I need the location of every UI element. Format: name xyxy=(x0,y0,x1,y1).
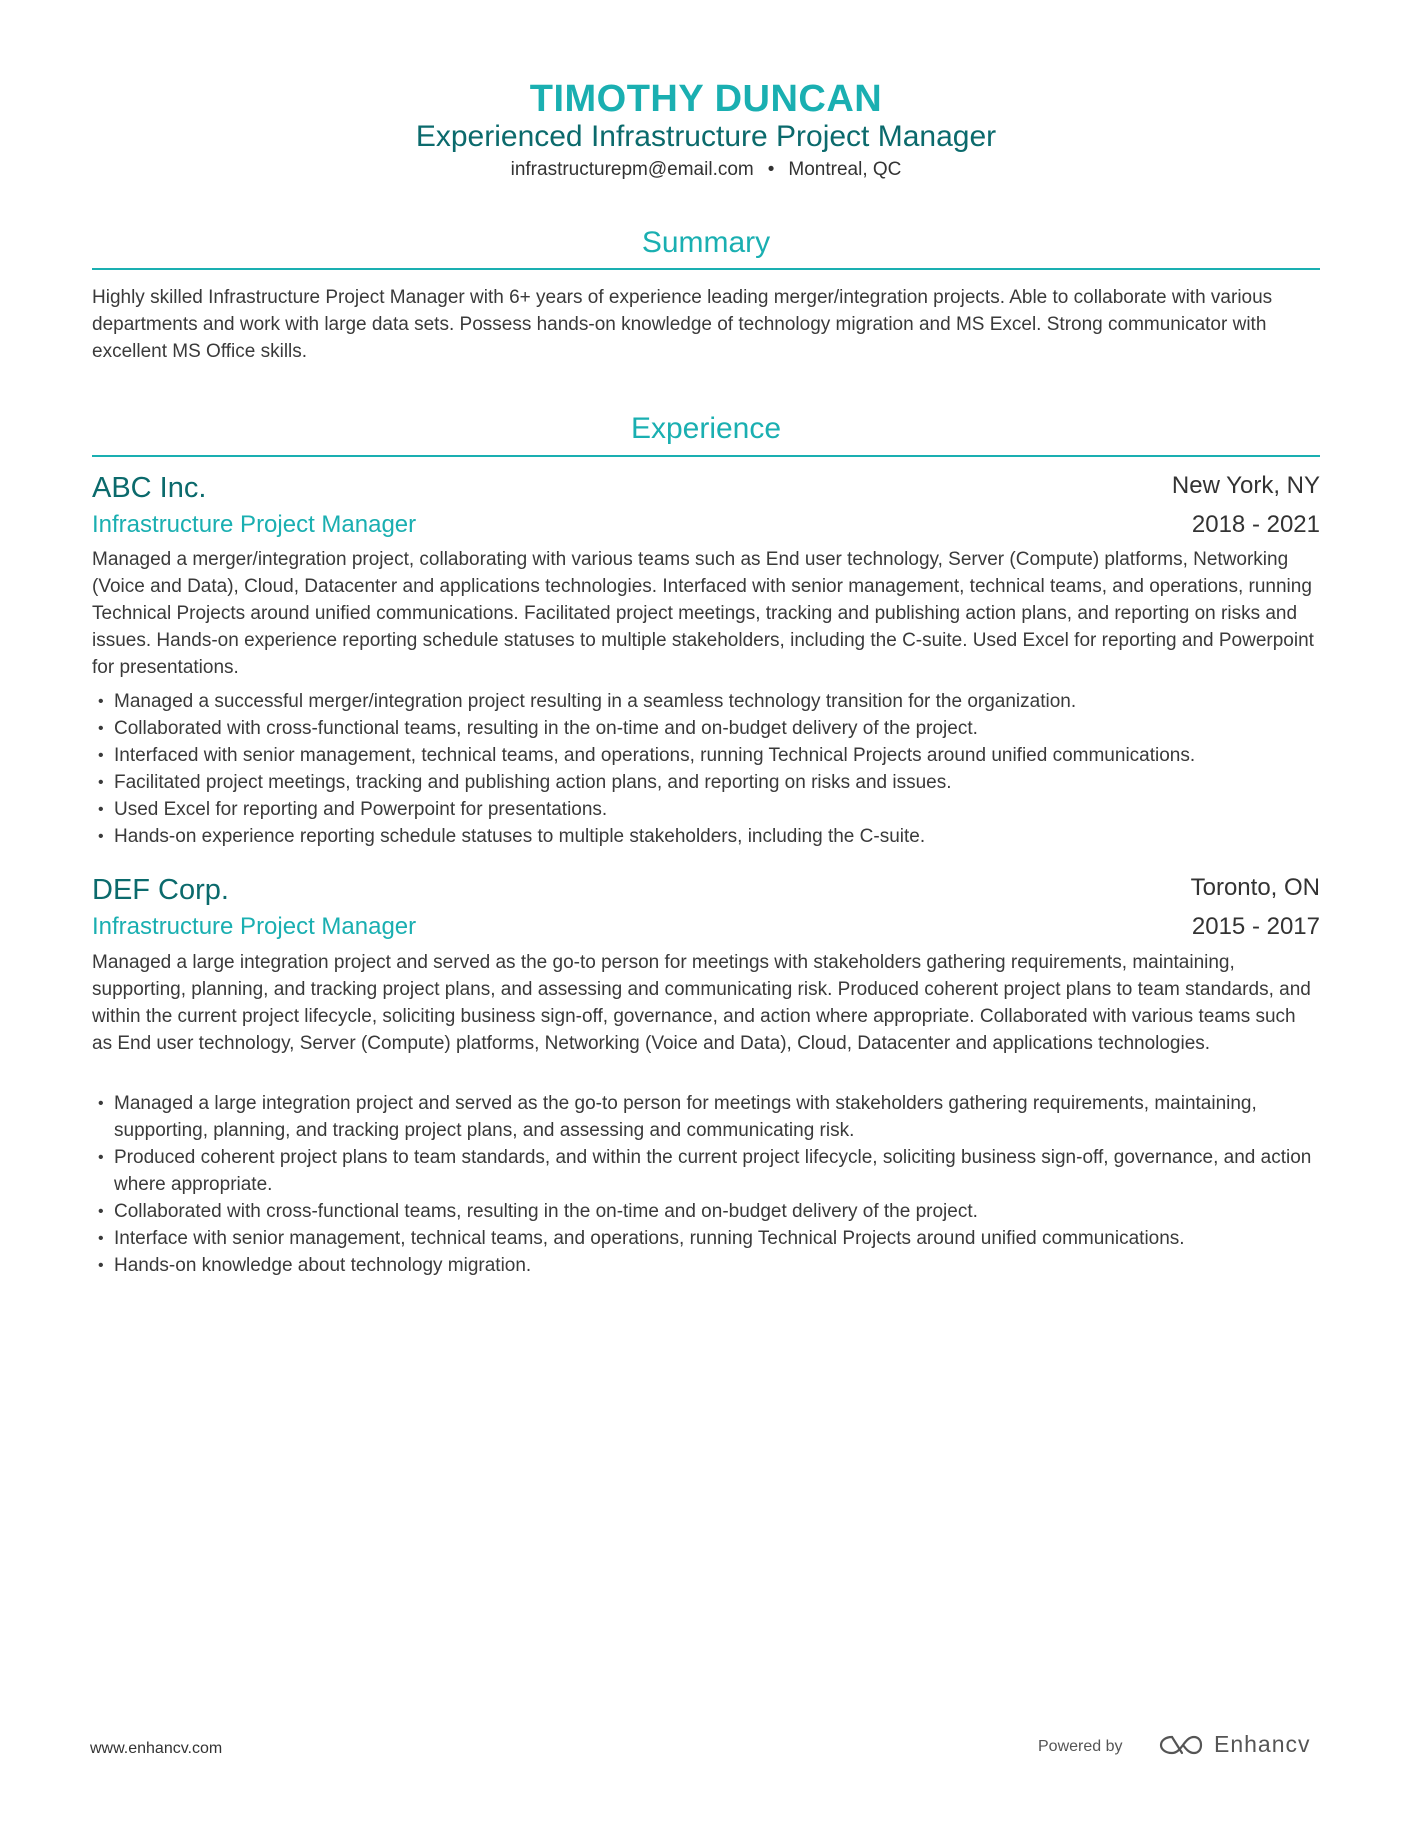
bullet-icon: • xyxy=(98,801,104,818)
powered-by-label: Powered by xyxy=(1038,1738,1123,1755)
enhancv-logo-icon xyxy=(1158,1732,1204,1758)
contact-line xyxy=(92,159,1320,181)
list-item: • Hands-on knowledge about technology migration. xyxy=(92,1252,1320,1279)
location-text: Montreal, QC xyxy=(788,159,902,180)
list-item: • Facilitated project meetings, tracking and publishing action plans, and reporting on risks and issues. xyxy=(92,769,1320,796)
bullet-separator: • xyxy=(767,159,775,180)
bullet-icon: • xyxy=(98,693,104,710)
bullet-icon: • xyxy=(98,774,104,791)
brand-logo[interactable] xyxy=(1158,1731,1311,1758)
footer-url-link[interactable]: www.enhancv.com xyxy=(90,1740,223,1757)
list-item: • Managed a large integration project and served as the go-to person for meetings with stakeholders gathering requirements, maintaining, supporting, planning, and tracking project plans, and assessing and communicating risk. xyxy=(92,1090,1320,1144)
job-location: Toronto, ON xyxy=(1190,874,1320,901)
job-bullet-list xyxy=(92,1090,1320,1279)
list-item: • Produced coherent project plans to team standards, and within the current project lifecycle, soliciting business sign-off, governance, and action where appropriate. xyxy=(92,1144,1320,1198)
job-location: New York, NY xyxy=(1171,472,1320,499)
job-dates: 2015 - 2017 xyxy=(1191,913,1320,940)
candidate-headline: Experienced Infrastructure Project Manager xyxy=(415,120,997,153)
list-item: • Managed a successful merger/integration project resulting in a seamless technology transition for the organization. xyxy=(92,688,1320,715)
summary-divider xyxy=(92,268,1320,270)
list-item: • Hands-on experience reporting schedule statuses to multiple stakeholders, including the C-suite. xyxy=(92,823,1320,850)
job-description: Managed a merger/integration project, collaborating with various teams such as End user technology, Server (Compute) platforms, Networking (Voice and Data), Cloud, Datacenter and applications technologies. Interfaced with senior management, technical teams, and operations, running Technical Projects around unified communications. Facilitated project meetings, tracking and publishing action plans, and reporting on risks and issues. Hands-on experience reporting schedule statuses to multiple stakeholders, including the C-suite. Used Excel for reporting and Powerpoint for presentations. xyxy=(92,549,1314,678)
job-company: ABC Inc. xyxy=(92,472,207,504)
job-dates: 2018 - 2021 xyxy=(1191,511,1320,538)
list-item: • Collaborated with cross-functional teams, resulting in the on-time and on-budget delivery of the project. xyxy=(92,1198,1320,1225)
job-role: Infrastructure Project Manager xyxy=(92,511,417,538)
job-company: DEF Corp. xyxy=(92,874,229,906)
candidate-name: TIMOTHY DUNCAN xyxy=(529,78,883,120)
list-item: • Used Excel for reporting and Powerpoint for presentations. xyxy=(92,796,1320,823)
bullet-icon: • xyxy=(98,1149,104,1166)
brand-name: Enhancv xyxy=(1214,1731,1311,1757)
bullet-icon: • xyxy=(98,1203,104,1220)
bullet-icon: • xyxy=(98,828,104,845)
summary-text: Highly skilled Infrastructure Project Manager with 6+ years of experience leading merger/integration projects. Able to collaborate with various departments and work with large data sets. Possess hands-on knowledge of technology migration and MS Excel. Strong communicator with excellent MS Office skills. xyxy=(92,287,1273,362)
bullet-icon: • xyxy=(98,1257,104,1274)
job-role: Infrastructure Project Manager xyxy=(92,913,417,940)
summary-section-title: Summary xyxy=(641,226,771,259)
bullet-icon: • xyxy=(98,1095,104,1112)
job-description: Managed a large integration project and served as the go-to person for meetings with stakeholders gathering requirements, maintaining, supporting, planning, and tracking project plans, and assessing and communicating risk. Produced coherent project plans to team standards, and within the current project lifecycle, soliciting business sign-off, governance, and action where appropriate. Collaborated with various teams such as End user technology, Server (Compute) platforms, Networking (Voice and Data), Cloud, Datacenter and applications technologies. xyxy=(92,952,1311,1054)
experience-section-title: Experience xyxy=(630,412,782,445)
list-item: • Interfaced with senior management, technical teams, and operations, running Technical Projects around unified communications. xyxy=(92,742,1320,769)
job-bullet-list xyxy=(92,688,1320,850)
experience-divider xyxy=(92,455,1320,457)
list-item: • Interface with senior management, technical teams, and operations, running Technical Projects around unified communications. xyxy=(92,1225,1320,1252)
bullet-icon: • xyxy=(98,1230,104,1247)
list-item: • Collaborated with cross-functional teams, resulting in the on-time and on-budget delivery of the project. xyxy=(92,715,1320,742)
bullet-icon: • xyxy=(98,720,104,737)
email-link[interactable]: infrastructurepm@email.com xyxy=(510,159,754,180)
bullet-icon: • xyxy=(98,747,104,764)
